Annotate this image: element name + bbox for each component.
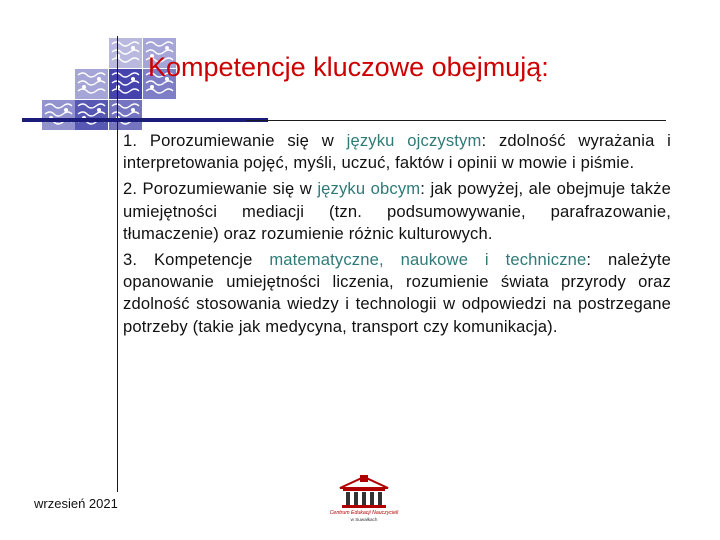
logo-text: Centrum Edukacji Nauczycieli xyxy=(329,510,399,516)
item-text: : jak powyżej, ale obejmuje także umiejętności mediacji (tzn. podsumowywanie, parafrazowanie, tłumaczenie) oraz rozumienie różnic kulturowych. xyxy=(123,179,672,243)
logo-subtext: w Suwałkach xyxy=(350,517,378,522)
vertical-divider xyxy=(117,36,118,492)
footer-date: wrzesień 2021 xyxy=(34,496,118,511)
tile-pattern-icon xyxy=(42,100,75,130)
item-text: : zdolność wyrażania i interpretowania pojęć, myśli, uczuć, faktów i opinii w mowie i piśmie. xyxy=(123,131,672,173)
item-text: : należyte opanowanie umiejętności liczenia, rozumienie świata przyrody oraz zdolność stosowania wiedzy i technologii w odpowiedzi na postrzegane potrzeby (takie jak medycyna, transport czy komunikacja). xyxy=(123,250,671,336)
accent-bar xyxy=(22,118,268,122)
content-body xyxy=(123,130,671,342)
slide-title: Kompetencje kluczowe obejmują: xyxy=(148,52,549,82)
list-item xyxy=(123,249,671,338)
logo-building-icon xyxy=(312,474,416,510)
item-keyword: języku obcym xyxy=(317,179,421,199)
tile-pattern-icon xyxy=(75,69,108,99)
list-item xyxy=(123,130,671,174)
institution-logo xyxy=(312,474,416,528)
item-text: 2. Porozumiewanie się w xyxy=(123,179,318,199)
item-keyword: matematyczne, naukowe i techniczne xyxy=(269,250,587,270)
item-text: 1. Porozumiewanie się w xyxy=(123,131,347,150)
tile-pattern-icon xyxy=(109,69,142,99)
list-item xyxy=(123,178,671,245)
tile-pattern-icon xyxy=(109,38,142,68)
horizontal-divider xyxy=(246,120,666,121)
item-text: 3. Kompetencje xyxy=(123,250,270,270)
item-keyword: języku ojczystym xyxy=(346,131,482,150)
tile-pattern-icon xyxy=(75,100,108,130)
tile-pattern-icon xyxy=(109,100,142,130)
